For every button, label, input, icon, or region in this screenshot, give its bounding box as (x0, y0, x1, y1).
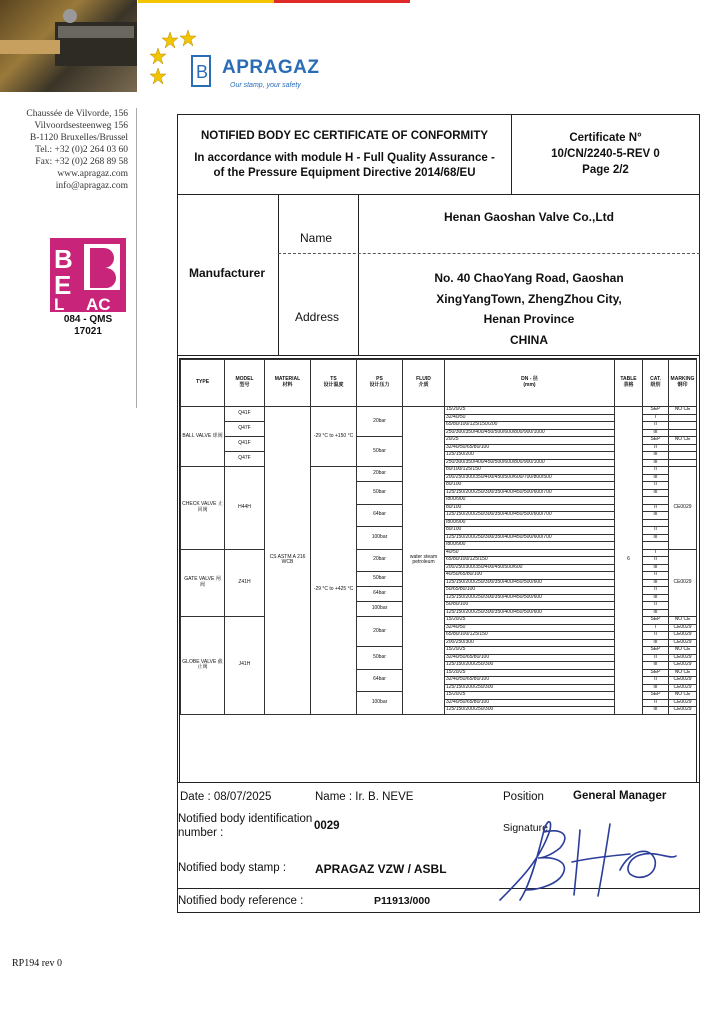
certificate-subtitle: of the Pressure Equipment Directive 2014/68/EU (213, 167, 476, 179)
belac-letter-ac: AC (86, 295, 111, 312)
dn-value: 32/40/50/65/80/100 (445, 677, 615, 685)
brand-tagline: Our stamp, your safety (230, 82, 301, 89)
nb-id-value: 0029 (314, 820, 340, 832)
column-header-cn: 设计温度 (323, 382, 344, 388)
valve-model: Q41F (225, 437, 265, 452)
stamp-label: Notified body stamp : (178, 862, 287, 874)
valve-model: J41H (225, 617, 265, 715)
marking-value: CE0029 (669, 654, 697, 662)
marking-value (669, 414, 697, 422)
eu-stars-icon (150, 30, 210, 95)
address-line: Vilvoordsesteenweg 156 (34, 121, 128, 131)
marking-value: CE0029 (669, 707, 697, 715)
column-header (615, 360, 643, 407)
page-number: Page 2/2 (582, 164, 629, 176)
marking-value: NO CE (669, 692, 697, 700)
category-value: II (643, 467, 669, 475)
column-header-cn: 钢印 (677, 382, 688, 388)
column-header-label: MODEL (235, 376, 254, 383)
category-value: SEP (643, 407, 669, 415)
dn-value: 32/40/50/65/80/100 (445, 444, 615, 452)
ps-value: 100bar (357, 527, 403, 550)
ps-value: 50bar (357, 482, 403, 505)
category-value: III (643, 579, 669, 587)
reference-value: P11913/000 (374, 895, 431, 907)
category-value (643, 519, 669, 527)
manufacturer-name: Henan Gaoshan Valve Co.,Ltd (443, 210, 615, 224)
column-header-label: FLUID (416, 376, 431, 383)
ps-value: 100bar (357, 692, 403, 715)
ts-value: -29 °C to +150 °C (311, 407, 357, 467)
column-header-label: DN - 径 (521, 376, 538, 383)
dn-value: 32/40/50 (445, 414, 615, 422)
column-header-label: CAT. (650, 376, 661, 383)
marking-value: NO CE (669, 437, 697, 445)
category-value: II (643, 602, 669, 610)
category-value: III (643, 452, 669, 460)
category-value: I (643, 549, 669, 557)
marking-value (669, 452, 697, 460)
marking-value: CE0029 (669, 684, 697, 692)
products-table (180, 359, 697, 715)
top-color-bar (138, 0, 410, 3)
dn-value: 50/65/80/100 (445, 587, 615, 595)
marking-value: NO CE (669, 407, 697, 415)
category-value: II (643, 482, 669, 490)
column-header (445, 360, 615, 407)
ts-value: -29 °C to +425 °C (311, 467, 357, 715)
dn-value: 125/150/200/250/300/350/400/450/500/600/700 (445, 512, 615, 520)
manufacturer-bottom-line (177, 355, 700, 356)
accreditation-number: 17021 (74, 326, 102, 337)
nb-id-label-line: number : (178, 827, 224, 839)
accreditation-code-line: 084 - QMS (63, 314, 113, 325)
belac-letter-l: L (54, 295, 65, 312)
marking-value (669, 459, 697, 467)
marking-value: CE0029 (669, 467, 697, 550)
column-header-cn: 级别 (650, 382, 661, 388)
valve-type: GATE VALVE 闸阀 (181, 549, 225, 617)
date-value: 08/07/2025 (213, 791, 272, 803)
column-header-cn: (mm) (523, 382, 536, 388)
category-value: II (643, 632, 669, 640)
category-value: III (643, 512, 669, 520)
signature-label: Signature (503, 822, 548, 834)
dn-value: 32/40/50 (445, 624, 615, 632)
dn-value: 32/40/50/65/80/100 (445, 699, 615, 707)
ps-value: 50bar (357, 437, 403, 467)
dn-value: 40/50 (445, 549, 615, 557)
column-header-cn: 型号 (239, 382, 250, 388)
address-line: Tel.: +32 (0)2 264 03 60 (35, 145, 128, 155)
accreditation-code (50, 314, 126, 338)
dn-value: 125/150/200/250/300/350/400/450/500/600 (445, 579, 615, 587)
address-line: www.apragaz.com (57, 169, 128, 179)
field-label-cell (278, 194, 359, 356)
category-value: II (643, 557, 669, 565)
dn-value: 80/100 (445, 482, 615, 490)
marking-value: CE0029 (669, 624, 697, 632)
dn-value: 15/20/25 (445, 669, 615, 677)
ps-value: 20bar (357, 617, 403, 647)
certificate-number-label: Certificate N° (569, 132, 642, 144)
dn-value: 15/20/25 (445, 647, 615, 655)
marking-value: NO CE (669, 669, 697, 677)
category-value (643, 542, 669, 550)
dn-value: /800/900 (445, 497, 615, 505)
certificate-number: 10/CN/2240-5-REV 0 (551, 148, 660, 160)
dn-value: 80/100 (445, 504, 615, 512)
category-value: II (643, 572, 669, 580)
column-header (225, 360, 265, 407)
category-value: SEP (643, 647, 669, 655)
footer-divider (177, 782, 700, 783)
marking-value (669, 444, 697, 452)
ps-value: 64bar (357, 669, 403, 692)
column-header-cn: 材料 (282, 382, 293, 388)
marking-value: CE0029 (669, 549, 697, 617)
date-field (180, 791, 271, 803)
category-value: III (643, 662, 669, 670)
handwritten-signature (480, 800, 680, 915)
address-line: Chaussée de Vilvorde, 156 (26, 109, 128, 119)
address-line: B-1120 Bruxelles/Brussel (29, 133, 128, 143)
ps-value: 50bar (357, 647, 403, 670)
dn-value: 20/25 (445, 437, 615, 445)
category-value: III (643, 489, 669, 497)
brand-name: APRAGAZ (222, 57, 320, 78)
valve-model: Q47F (225, 422, 265, 437)
valve-model: Q47F (225, 452, 265, 467)
marking-value: CE0029 (669, 662, 697, 670)
category-value: III (643, 684, 669, 692)
column-header (265, 360, 311, 407)
document-code: RP194 rev 0 (12, 958, 62, 969)
column-header (669, 360, 697, 407)
dn-value: 50/80/100 (445, 602, 615, 610)
column-header-cn: 介质 (418, 382, 429, 388)
dn-value: 32/40/50/65/80/100 (445, 654, 615, 662)
category-value: I (643, 624, 669, 632)
products-table-frame (179, 358, 697, 783)
table-number: 6 (615, 407, 643, 715)
category-value: SEP (643, 692, 669, 700)
dn-value: 200/250/300/350/400/450/500/600/700/800/500 (445, 474, 615, 482)
column-header (643, 360, 669, 407)
category-value: II (643, 699, 669, 707)
address-label: Address (295, 310, 340, 324)
manufacturer-address-line: Henan Province (483, 312, 575, 326)
column-header-label: MARKING (670, 376, 695, 383)
red-stripe (274, 0, 410, 3)
nb-id-label (178, 812, 312, 840)
marking-value (669, 422, 697, 430)
dn-value: 40/50/65/80/100 (445, 572, 615, 580)
dn-value: 65/80/100/125/150 (445, 632, 615, 640)
category-value: II (643, 504, 669, 512)
marking-value: NO CE (669, 617, 697, 625)
column-header-label: MATERIAL (274, 376, 301, 383)
dn-value: 15/20/25 (445, 407, 615, 415)
reference-label: Notified body reference : (178, 895, 304, 907)
manufacturer-address-line: No. 40 ChaoYang Road, Gaoshan (434, 271, 624, 285)
dn-value: 125/150/200/250/300 (445, 684, 615, 692)
column-header (403, 360, 445, 407)
valve-model: Z41H (225, 549, 265, 617)
dn-value: 15/20/25 (445, 617, 615, 625)
material-value: CS ASTM A 216 WCB (265, 407, 311, 715)
category-value: II (643, 527, 669, 535)
column-header (311, 360, 357, 407)
position-label: Position (503, 791, 544, 803)
category-value: II (643, 587, 669, 595)
category-value: SEP (643, 437, 669, 445)
category-value: II (643, 422, 669, 430)
valve-model: Q41F (225, 407, 265, 422)
manufacturer-address (358, 268, 700, 350)
dn-value: 250/300/350/400/450/500/600/800/900/1000 (445, 459, 615, 467)
dn-value: 15/20/25 (445, 692, 615, 700)
dn-value: 80/100/125/150 (445, 467, 615, 475)
ps-value: 20bar (357, 549, 403, 572)
category-value: III (643, 429, 669, 437)
dn-value: 200/250/300 (445, 639, 615, 647)
certificate-title: NOTIFIED BODY EC CERTIFICATE OF CONFORMITY (200, 130, 489, 142)
certificate-title-box (177, 114, 512, 195)
dn-value: 250/300/350/400/450/500/600/800/900/1000 (445, 429, 615, 437)
dn-value: 80/100 (445, 527, 615, 535)
category-value: III (643, 459, 669, 467)
category-value: III (643, 564, 669, 572)
ps-value: 50bar (357, 572, 403, 587)
dn-value: 125/150/200/250/300 (445, 707, 615, 715)
manufacturer-address-line: XingYangTown, ZhengZhou City, (436, 291, 622, 306)
marking-value: CE0029 (669, 639, 697, 647)
hammer-photo (0, 0, 137, 92)
column-header (181, 360, 225, 407)
ps-value: 100bar (357, 602, 403, 617)
nb-id-label-line: Notified body identification (178, 813, 313, 825)
category-value: SEP (643, 617, 669, 625)
divider-line (136, 108, 137, 408)
dn-value: 125/150/200/250/300/350/400/450/500/600 (445, 609, 615, 617)
name-address-divider (278, 253, 700, 254)
belac-letter-b: B (54, 244, 73, 274)
column-header-cn: 设计压力 (369, 382, 390, 388)
dn-value: 125/150/200/250/300/350/400/450/500/600/700 (445, 489, 615, 497)
certificate-subtitle: In accordance with module H - Full Quality Assurance - (194, 152, 495, 164)
column-header-label: TABLE (620, 376, 637, 383)
table-header-row (181, 360, 697, 407)
category-value: III (643, 639, 669, 647)
ps-value: 20bar (357, 467, 403, 482)
manufacturer-address-line: CHINA (510, 332, 548, 347)
fluid-value: water steam petroleum (403, 407, 445, 715)
category-value: II (643, 677, 669, 685)
column-header-label: PS (376, 376, 383, 383)
valve-type: CHECK VALVE 止回阀 (181, 467, 225, 550)
category-value: I (643, 414, 669, 422)
dn-value: 125/150/200/250/300/350/400/450/500/600/700 (445, 534, 615, 542)
dn-value: 200/250/300/350/400/450/500/600 (445, 564, 615, 572)
name-field (315, 791, 413, 803)
yellow-stripe (138, 0, 274, 3)
category-value: SEP (643, 669, 669, 677)
category-value: II (643, 444, 669, 452)
dn-value: 65/80/100/125/150/200 (445, 422, 615, 430)
category-value: III (643, 474, 669, 482)
ps-value: 64bar (357, 504, 403, 527)
category-value: III (643, 609, 669, 617)
stamp-value: APRAGAZ VZW / ASBL (315, 862, 447, 876)
signer-name: Ir. B. NEVE (355, 791, 414, 803)
column-header-label: TS (330, 376, 337, 383)
dn-value: 125/150/200/250/300 (445, 662, 615, 670)
position-value: General Manager (573, 790, 667, 802)
certificate-number-box (511, 114, 700, 195)
dn-value: 65/80/100/125/150 (445, 557, 615, 565)
marking-value: CE0029 (669, 632, 697, 640)
column-header (357, 360, 403, 407)
svg-text:B: B (196, 62, 209, 82)
marking-value: CE0029 (669, 699, 697, 707)
date-label: Date : (180, 791, 211, 803)
category-value: III (643, 534, 669, 542)
company-address (10, 108, 128, 192)
marking-value: CE0029 (669, 677, 697, 685)
column-header-label: TYPE (195, 379, 210, 386)
dn-value: 125/150/200 (445, 452, 615, 460)
address-line: info@apragaz.com (55, 181, 128, 191)
address-line: Fax: +32 (0)2 268 89 58 (35, 157, 128, 167)
marking-value: NO CE (669, 647, 697, 655)
category-value: II (643, 654, 669, 662)
name-label: Name (300, 231, 333, 245)
marking-value (669, 429, 697, 437)
category-value (643, 497, 669, 505)
ps-value: 20bar (357, 407, 403, 437)
dn-value: /800/900 (445, 542, 615, 550)
category-value: III (643, 594, 669, 602)
column-header-cn: 表格 (623, 382, 634, 388)
dn-value: /800/900 (445, 519, 615, 527)
belac-letter-e: E (54, 270, 72, 300)
valve-type: GLOBE VALVE 截止阀 (181, 617, 225, 715)
signer-name-label: Name : (315, 791, 353, 803)
valve-model: H44H (225, 467, 265, 550)
ps-value: 64bar (357, 587, 403, 602)
belac-logo (50, 238, 126, 312)
valve-type: BALL VALVE 球阀 (181, 407, 225, 467)
table-row (181, 407, 697, 415)
dn-value: 125/150/200/250/300/350/400/450/500/600 (445, 594, 615, 602)
manufacturer-label: Manufacturer (189, 266, 266, 280)
category-value: III (643, 707, 669, 715)
